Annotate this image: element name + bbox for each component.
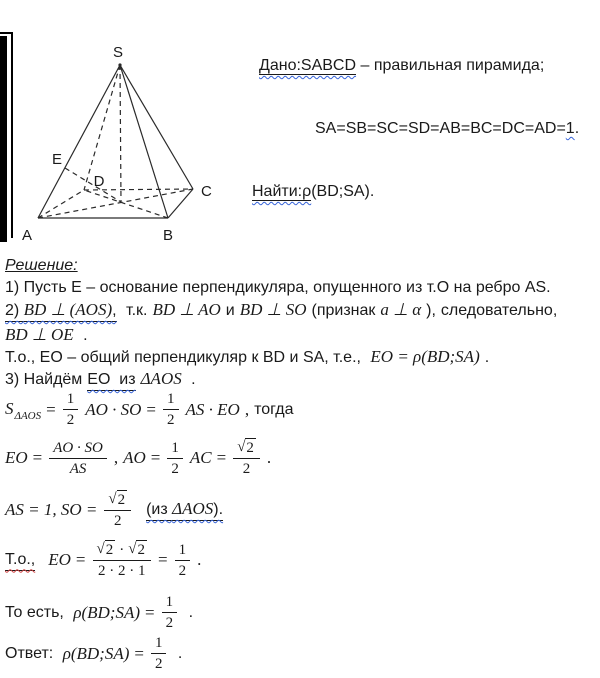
equals-sign: = [46, 399, 56, 419]
vertex-label-a: A [21, 227, 33, 244]
step2-text-paren: ), [426, 302, 436, 319]
equals-sign: = [75, 550, 86, 569]
step2-math-bd-ao: BD ⊥ AO [152, 300, 221, 319]
area-lhs: $S_{\Delta AOS}$ [5, 398, 42, 422]
answer-label: Ответ: [5, 644, 58, 662]
solution-step-3 [5, 369, 196, 391]
fraction-one-half: $\frac{1}{2}$ [63, 390, 79, 429]
conclusion-text: То есть, [5, 603, 69, 621]
vertex-label-s: S [112, 44, 124, 61]
equalities-period: . [574, 120, 580, 137]
eo-symbol: EO [5, 448, 28, 467]
edge-sd [84, 65, 120, 190]
equals-sign: = [134, 643, 144, 663]
solution-step-2c [5, 347, 489, 368]
edge-sc [120, 65, 193, 189]
pyramid-figure [0, 30, 240, 245]
sqrt-radical: √ 2 [108, 491, 126, 508]
equals-sign: = [216, 448, 227, 467]
vertex-label-c: C [201, 183, 212, 200]
step2-text-priznak: (признак [311, 302, 376, 319]
area-as-eo: AS · EO [185, 399, 240, 419]
sqrt-radical: √ 2 [96, 541, 114, 558]
diagonal-bd [84, 190, 168, 218]
solution-step-2 [5, 300, 557, 322]
equals-sign: = [145, 602, 155, 622]
step2c-text: Т.о., ЕО – общий перпендикуляр к BD и SA, т.е., [5, 349, 366, 366]
apex-point [118, 63, 121, 66]
formula-area [5, 390, 293, 429]
fraction-sqrt-product: √ 2 · √ 2 2 · 2 · 1 [93, 540, 151, 580]
step2b-math-bd-oe: BD ⊥ OE [5, 325, 74, 344]
step3-marked-eo-iz: ЕО из [87, 370, 135, 391]
formula-conclusion [5, 593, 193, 632]
formula-eo [5, 438, 271, 478]
step2-number: 2) [5, 302, 24, 319]
find-rest-text: (BD;SA). [311, 183, 375, 200]
given-equalities-line [252, 118, 579, 139]
step2-marked-claim [5, 300, 117, 322]
equals-sign: = [32, 448, 43, 467]
step3-math-triangle-aos: ΔAOS [140, 369, 182, 388]
step2-text-and: и [225, 302, 235, 319]
fraction-one-half: $\frac{1}{2}$ [175, 541, 191, 580]
comma: , [244, 399, 250, 419]
ac-symbol: AC [189, 448, 212, 467]
vertex-label-d: D [93, 173, 105, 190]
step2-text-tk: т.к. [121, 302, 148, 319]
equals-sign: = [157, 550, 168, 569]
step3-text: 3) Найдём [5, 371, 83, 388]
formula-as-so [5, 490, 223, 530]
vertex-label-b: B [162, 227, 174, 244]
equals-sign: = [146, 399, 157, 419]
fraction-sqrt2-2: √ 2 2 [233, 438, 260, 478]
ao-symbol: AO [123, 448, 146, 467]
equalities-marked-one: 1 [565, 120, 575, 137]
vertex-label-e: E [51, 151, 63, 168]
given-line [252, 55, 579, 76]
as-so-values: AS = 1, SO = [5, 500, 98, 519]
period: . [173, 644, 183, 662]
solution-step-2b [5, 325, 88, 346]
find-marked-text: Найти:ρ [252, 183, 312, 200]
step3-period: . [186, 371, 196, 388]
period: . [184, 603, 194, 621]
rho-expression: ρ(BD;SA) [73, 602, 141, 622]
given-block [252, 13, 579, 244]
period: . [197, 550, 202, 569]
height-so [120, 65, 121, 202]
comma: , [113, 448, 119, 467]
period: . [266, 448, 272, 467]
solution-heading: Решение: [5, 257, 78, 274]
fraction-sqrt2-2: √ 2 2 [104, 490, 131, 530]
equalities-text: SA=SB=SC=SD=AB=BC=DC=AD= [315, 120, 566, 137]
formula-eo-value [5, 540, 201, 580]
step2c-period: . [484, 349, 490, 366]
area-ao-so: AO · SO [85, 399, 142, 419]
equals-sign: = [150, 448, 161, 467]
given-rest-text: – правильная пирамида; [356, 57, 545, 74]
fraction-one-half: $\frac{1}{2}$ [151, 634, 167, 673]
fraction-aoso-as: $\frac{AO \cdot SO}{AS}$ [49, 439, 107, 478]
edge-sb [120, 65, 168, 218]
step2-comma: , [112, 302, 117, 319]
fraction-one-half: $\frac{1}{2}$ [163, 390, 179, 429]
sqrt-radical: √ 2 [237, 439, 254, 456]
answer-line [5, 634, 182, 673]
solution-step-1: 1) Пусть Е – основание перпендикуляра, опущенного из т.О на ребро AS. [5, 279, 551, 296]
edge-sa [38, 65, 120, 218]
step2-math-bd-aos: BD ⊥ (AOS) [23, 300, 113, 319]
fraction-one-half: $\frac{1}{2}$ [162, 593, 178, 632]
step2b-period: . [78, 327, 88, 344]
marked-from-triangle: (из ΔAOS). [146, 499, 223, 521]
marked-to-abbrev: Т.о., [5, 550, 35, 571]
step2c-math-eo-rho: EO = ρ(BD;SA) [370, 347, 480, 366]
fraction-one-half: $\frac{1}{2}$ [167, 439, 183, 478]
area-then-text: тогда [254, 400, 294, 418]
sqrt-radical: √ 2 [128, 541, 145, 558]
eo-symbol: EO [48, 550, 71, 569]
step2-math-bd-so: BD ⊥ SO [239, 300, 307, 319]
rho-expression: ρ(BD;SA) [62, 643, 130, 663]
find-line [252, 181, 579, 202]
step2-text-therefore: следовательно, [440, 302, 558, 319]
given-marked-text: Дано:SABCD [259, 57, 357, 74]
step2-math-a-alpha: a ⊥ α [380, 300, 422, 319]
